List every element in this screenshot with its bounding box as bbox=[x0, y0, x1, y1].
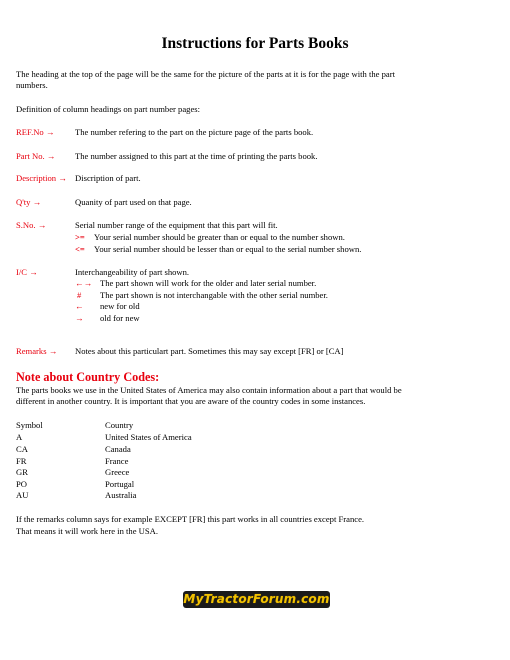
closing-line-1: If the remarks column says for example EXCEPT [FR] this part works in all countries except France. bbox=[16, 514, 365, 524]
country-table-header-symbol: Symbol bbox=[16, 420, 43, 430]
ic-text-left: new for old bbox=[100, 301, 140, 311]
country-code: FR bbox=[16, 456, 27, 466]
country-name: United States of America bbox=[105, 432, 192, 442]
country-name: Australia bbox=[105, 490, 137, 500]
country-table-header-country: Country bbox=[105, 420, 134, 430]
desc-description: Discription of part. bbox=[75, 173, 141, 183]
term-description: Description → bbox=[16, 173, 67, 183]
term-sno: S.No. → bbox=[16, 220, 47, 230]
country-code: AU bbox=[16, 490, 29, 500]
term-qty: Q'ty → bbox=[16, 197, 42, 207]
closing-line-2: That means it will work here in the USA. bbox=[16, 526, 159, 536]
ic-text-both: The part shown will work for the older and later serial number. bbox=[100, 278, 317, 288]
country-name: Portugal bbox=[105, 479, 135, 489]
ic-text-right: old for new bbox=[100, 313, 140, 323]
country-code: PO bbox=[16, 479, 27, 489]
ic-text-hash: The part shown is not interchangable with the other serial number. bbox=[100, 290, 328, 300]
country-intro-2: different in another country. It is important that you are aware of the country codes in some instances. bbox=[16, 396, 366, 406]
country-code: A bbox=[16, 432, 23, 442]
term-ref-no: REF.No → bbox=[16, 127, 55, 137]
mytractorforum-logo bbox=[183, 591, 330, 608]
country-intro-1: The parts books we use in the United States of America may also contain information about a part that would be bbox=[16, 385, 402, 395]
desc-sno: Serial number range of the equipment that this part will fit. bbox=[75, 220, 278, 230]
definition-heading: Definition of column headings on part number pages: bbox=[16, 104, 201, 114]
ic-symbol-both: ←→ bbox=[75, 278, 93, 288]
country-name: France bbox=[105, 456, 129, 466]
ic-symbol-left: ← bbox=[75, 301, 84, 311]
term-part-no: Part No. → bbox=[16, 151, 56, 161]
country-name: Greece bbox=[105, 467, 130, 477]
country-code: GR bbox=[16, 467, 28, 477]
sno-text-gte: Your serial number should be greater than or equal to the number shown. bbox=[94, 232, 345, 242]
logo-text: MyTractorForum.com bbox=[183, 592, 330, 606]
country-heading: Note about Country Codes: bbox=[16, 370, 160, 384]
sno-text-lte: Your serial number should be lesser than or equal to the serial number shown. bbox=[94, 244, 362, 254]
term-remarks: Remarks → bbox=[16, 346, 58, 356]
page-title: Instructions for Parts Books bbox=[161, 35, 349, 52]
country-code: CA bbox=[16, 444, 28, 454]
intro-line-2: numbers. bbox=[16, 80, 48, 90]
term-ic: I/C → bbox=[16, 267, 38, 277]
desc-qty: Quanity of part used on that page. bbox=[75, 197, 192, 207]
desc-ref-no: The number refering to the part on the picture page of the parts book. bbox=[75, 127, 314, 137]
country-name: Canada bbox=[105, 444, 131, 454]
desc-remarks: Notes about this particulart part. Sometimes this may say except [FR] or [CA] bbox=[75, 346, 344, 356]
sno-symbol-gte: >= bbox=[75, 232, 85, 242]
desc-part-no: The number assigned to this part at the time of printing the parts book. bbox=[75, 151, 318, 161]
ic-symbol-hash: # bbox=[77, 290, 82, 300]
desc-ic: Interchangeability of part shown. bbox=[75, 267, 190, 277]
ic-symbol-right: → bbox=[75, 313, 84, 323]
sno-symbol-lte: <= bbox=[75, 244, 85, 254]
intro-line-1: The heading at the top of the page will be the same for the picture of the parts at it is for the page with the part bbox=[16, 69, 395, 79]
